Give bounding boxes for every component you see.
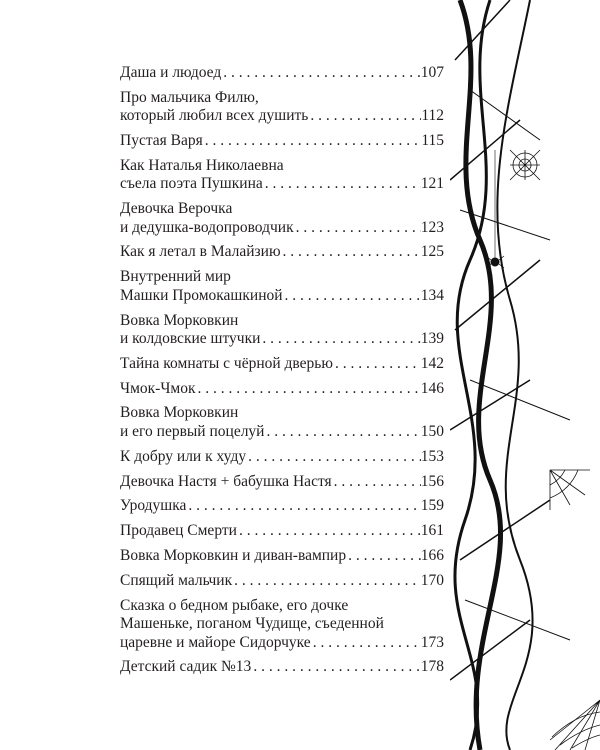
toc-entry-line [120, 615, 444, 634]
dot-leader [311, 634, 421, 653]
toc-page-number: 142 [420, 354, 444, 372]
dot-leader [246, 448, 421, 467]
toc-entry-line [120, 497, 444, 516]
toc-entry-line [120, 448, 444, 467]
toc-entry-line [120, 404, 444, 423]
dot-leader [281, 243, 421, 262]
toc-entry-line [120, 107, 444, 126]
toc-entry[interactable] [120, 547, 444, 566]
toc-entry-title: и его первый поцелуй [120, 422, 265, 440]
toc-entry[interactable] [120, 243, 444, 262]
toc-page-number: 166 [420, 546, 444, 564]
toc-entry-title: Девочка Настя + бабушка Настя [120, 472, 332, 490]
toc-entry[interactable] [120, 89, 444, 126]
corner-web-icon [550, 470, 600, 750]
toc-entry-title: Продавец Смерти [120, 522, 237, 540]
toc-page-number: 170 [420, 571, 444, 589]
toc-page-number: 153 [420, 447, 444, 465]
toc-entry-title: Уродушка [120, 497, 187, 515]
toc-entry[interactable] [120, 380, 444, 399]
dot-leader [186, 497, 420, 516]
toc-entry-title: Пустая Варя [120, 132, 203, 150]
toc-entry-line [120, 380, 444, 399]
toc-entry-line [120, 473, 444, 492]
dot-leader [294, 219, 421, 238]
toc-entry-title: Сказка о бедном рыбаке, его дочке [120, 596, 349, 614]
toc-entry-title: Спящий мальчик [120, 571, 233, 589]
dot-leader [346, 547, 421, 566]
toc-entry-title: Тайна комнаты с чёрной дверью [120, 354, 333, 372]
toc-entry-line [120, 522, 444, 541]
toc-entry-line [120, 243, 444, 262]
spider-web-decoration [450, 0, 600, 750]
toc-entry[interactable] [120, 268, 444, 305]
toc-entry[interactable] [120, 448, 444, 467]
toc-entry[interactable] [120, 64, 444, 83]
toc-entry-title: Вовка Морковкин и диван-вампир [120, 546, 347, 564]
toc-page-number: 150 [420, 422, 444, 440]
toc-entry-line [120, 547, 444, 566]
toc-entry-title: Машки Промокашкиной [120, 286, 283, 304]
toc-entry-line [120, 268, 444, 287]
toc-entry-title: Внутренний мир [120, 268, 231, 286]
dot-leader [251, 658, 420, 677]
dot-leader [263, 175, 421, 194]
toc-entry-line [120, 219, 444, 238]
toc-entry-title: К добру или к худу [120, 447, 247, 465]
dot-leader [283, 287, 421, 306]
toc-page-number: 178 [420, 658, 444, 676]
toc-entry-line [120, 89, 444, 108]
toc-entry-title: Вовка Морковкин [120, 311, 239, 329]
toc-entry-line [120, 572, 444, 591]
toc-page-number: 123 [420, 218, 444, 236]
dot-leader [203, 132, 422, 151]
toc-page-number: 125 [420, 243, 444, 261]
toc-entry-line [120, 287, 444, 306]
toc-entry-title: и колдовские штучки [120, 330, 261, 348]
toc-page-number: 173 [420, 633, 444, 651]
toc-entry-title: Даша и людоед [120, 64, 222, 81]
toc-entry-title: Про мальчика Филю, [120, 88, 259, 106]
toc-entry-title: который любил всех душить [120, 107, 309, 125]
toc-entry[interactable] [120, 312, 444, 349]
toc-entry-line [120, 355, 444, 374]
toc-page-number: 134 [420, 286, 444, 304]
toc-page-number: 156 [420, 472, 444, 490]
toc-entry-title: съела поэта Пушкина [120, 175, 263, 193]
toc-entry[interactable] [120, 404, 444, 441]
toc-page-number: 107 [420, 64, 444, 81]
toc-entry[interactable] [120, 200, 444, 237]
toc-entry-line [120, 658, 444, 677]
toc-entry-line [120, 175, 444, 194]
dot-leader [264, 423, 420, 442]
toc-entry-title: и дедушка-водопроводчик [120, 218, 294, 236]
toc-entry-line [120, 423, 444, 442]
dot-leader [333, 355, 421, 374]
toc-entry[interactable] [120, 597, 444, 653]
dot-leader [237, 522, 421, 541]
toc-entry-line [120, 200, 444, 219]
dot-leader [221, 64, 421, 83]
toc-page-number: 112 [421, 107, 444, 125]
toc-entry-line [120, 330, 444, 349]
toc-page-number: 121 [420, 175, 444, 193]
toc-entry-line [120, 132, 444, 151]
toc-entry-title: Чмок-Чмок [120, 379, 196, 397]
toc-entry-title: Машеньке, поганом Чудище, съеденной [120, 615, 384, 633]
toc-entry[interactable] [120, 132, 444, 151]
toc-entry-line [120, 634, 444, 653]
toc-entry-title: Девочка Верочка [120, 200, 233, 218]
spider-icon [486, 150, 504, 268]
toc-entry[interactable] [120, 572, 444, 591]
toc-entry[interactable] [120, 473, 444, 492]
toc-entry-title: царевне и майоре Сидорчуке [120, 633, 311, 651]
toc-entry-line [120, 64, 444, 83]
toc-entry[interactable] [120, 497, 444, 516]
toc-page-number: 115 [421, 132, 444, 150]
toc-page-number: 139 [420, 330, 444, 348]
dot-leader [260, 330, 420, 349]
toc-entry[interactable] [120, 522, 444, 541]
toc-entry-line [120, 157, 444, 176]
toc-entry-title: Детский садик №13 [120, 658, 252, 676]
dot-leader [332, 473, 421, 492]
dot-leader [232, 572, 421, 591]
toc-page-number: 146 [420, 379, 444, 397]
toc-entry-title: Вовка Морковкин [120, 404, 239, 422]
toc-page-number: 159 [420, 497, 444, 515]
toc-entry[interactable] [120, 157, 444, 194]
table-of-contents [120, 64, 444, 683]
toc-entry-title: Как Наталья Николаевна [120, 156, 284, 174]
small-web-icon [510, 150, 540, 180]
toc-entry-line [120, 312, 444, 331]
dot-leader [196, 380, 421, 399]
toc-entry-line [120, 597, 444, 616]
toc-entry[interactable] [120, 658, 444, 677]
toc-page-number: 161 [420, 522, 444, 540]
toc-entry-title: Как я летал в Малайзию [120, 243, 281, 261]
toc-entry[interactable] [120, 355, 444, 374]
dot-leader [308, 107, 421, 126]
